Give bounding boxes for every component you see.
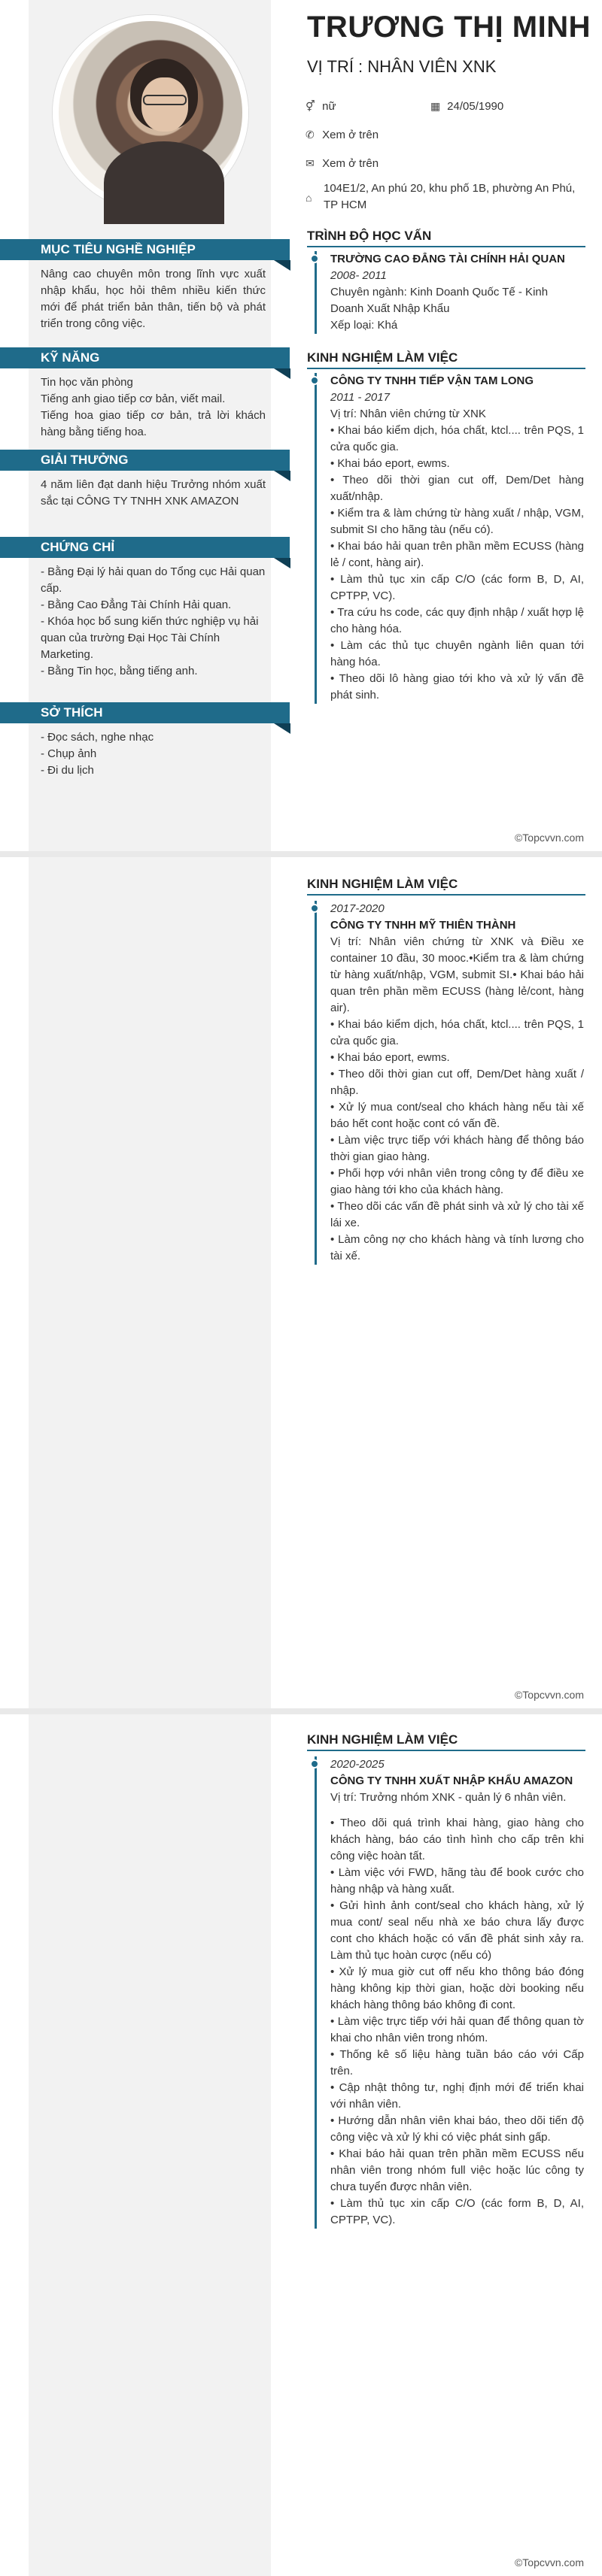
job-company: CÔNG TY TNHH MỸ THIÊN THÀNH	[330, 919, 516, 932]
avatar	[53, 15, 248, 211]
job-duty: • Khai báo hải quan trên phần mềm ECUSS nếu nhân viên trong nhóm full việc hoặc lúc công ty chưa tuyển được nhân viên.	[330, 2147, 584, 2193]
job-duty: • Làm công nợ cho khách hàng và tính lương cho tài xế.	[330, 1233, 584, 1262]
career-goal-section	[0, 239, 290, 332]
job-duty: • Kiểm tra & làm chứng từ hàng xuất / nhập, VGM, submit SI cho hãng tàu (nếu có).	[330, 507, 584, 536]
skill-item: Tiếng anh giao tiếp cơ bản, viết mail.	[41, 392, 226, 405]
job-company: CÔNG TY TNHH TIẾP VẬN TAM LONG	[330, 374, 534, 387]
phone-icon: ✆	[306, 129, 315, 141]
hobby-item: - Đi du lịch	[41, 764, 94, 777]
email-info	[306, 155, 379, 172]
certificates-list	[0, 558, 290, 680]
experience-divider	[307, 368, 585, 369]
hobby-item: - Đọc sách, nghe nhạc	[41, 731, 154, 744]
phone-info	[306, 126, 379, 144]
job-date: 2017-2020	[330, 902, 385, 915]
birthdate-value: 24/05/1990	[447, 100, 504, 113]
gender-icon: ⚥	[306, 100, 315, 112]
footer-credit: ©Topcvvn.com	[514, 1689, 584, 1701]
job-duty: • Khai báo hải quan trên phần mềm ECUSS (hàng lẻ / cont, hàng air).	[330, 540, 584, 569]
hobbies-heading: SỞ THÍCH	[0, 702, 290, 723]
timeline-dot	[310, 376, 319, 385]
email-value: Xem ở trên	[322, 157, 379, 170]
job-role: Vị trí: Nhân viên chứng từ XNK	[330, 408, 486, 420]
job-duty: • Theo dõi các vấn đề phát sinh và xử lý cho tài xế lái xe.	[330, 1200, 584, 1229]
job-duty: • Làm việc với FWD, hãng tàu để book cước cho hàng nhập và hàng xuất.	[330, 1866, 584, 1896]
job-duty: • Theo dõi lô hàng giao tới kho và xử lý vấn đề phát sinh.	[330, 672, 584, 702]
hobbies-list	[0, 723, 290, 779]
job-duty: • Gửi hình ảnh cont/seal cho khách hàng, xử lý mua cont/ seal nếu nhà xe báo chưa lấy được cont cho khách hoặc có vấn đề phát sinh xảy ra. Làm thủ tục hoàn cược (nếu có)	[330, 1899, 584, 1962]
avatar-shirt	[104, 141, 224, 224]
footer-credit: ©Topcvvn.com	[514, 832, 584, 844]
job-duty: • Theo dõi thời gian cut off, Dem/Det hàng xuất / nhập.	[330, 1068, 584, 1097]
certificate-item: - Bằng Đại lý hải quan do Tổng cục Hải quan cấp.	[41, 565, 266, 595]
timeline-dot	[310, 904, 319, 913]
career-goal-heading: MỤC TIÊU NGHỀ NGHIỆP	[0, 239, 290, 260]
skills-list	[0, 368, 290, 441]
hobby-item: - Chụp ảnh	[41, 747, 97, 760]
hobbies-section	[0, 702, 290, 779]
spacer	[330, 1806, 584, 1815]
job-duty: • Làm các thủ tục chuyên ngành liên quan tới hàng hóa.	[330, 639, 584, 668]
awards-heading: GIẢI THƯỞNG	[0, 450, 290, 471]
birthdate-info	[430, 98, 503, 115]
awards-section	[0, 450, 290, 510]
job-duty: • Làm việc trực tiếp với hải quan để thông quan tờ khai cho nhân viên trong nhóm.	[330, 2015, 584, 2044]
certificates-section	[0, 537, 290, 680]
job-duty: • Theo dõi thời gian cut off, Dem/Det hàng xuất/nhập.	[330, 474, 584, 503]
job-duty: • Xử lý mua cont/seal cho khách hàng nếu tài xế báo hết cont hoặc cont có vấn đề.	[330, 1101, 584, 1130]
candidate-position: VỊ TRÍ : NHÂN VIÊN XNK	[307, 57, 497, 76]
gender-info	[306, 98, 336, 115]
job-role: Vị trí: Nhân viên chứng từ XNK và Điều xe container 10 đầu, 30 mooc.•Kiểm tra & làm chứng từ hàng xuất/nhập, VGM, submit SI.• Khai báo hải quan trên phần mềm ECUSS (hàng lẻ/cont, hàng air).	[330, 935, 584, 1014]
job-date: 2020-2025	[330, 1758, 385, 1771]
cv-page-3	[0, 1714, 602, 2576]
candidate-name: TRƯƠNG THỊ MINH	[307, 11, 591, 44]
certificate-item: - Khóa học bổ sung kiến thức nghiệp vụ hải quan của trường Đại Học Tài Chính Marketing.	[41, 615, 259, 661]
job-duty: • Làm thủ tục xin cấp C/O (các form B, D, AI, CPTPP, VC).	[330, 2197, 584, 2226]
education-divider	[307, 246, 585, 247]
experience-divider	[307, 1750, 585, 1751]
education-heading: TRÌNH ĐỘ HỌC VẤN	[307, 229, 432, 243]
job-entry-1	[315, 373, 584, 704]
job-duty: • Khai báo kiểm dịch, hóa chất, ktcl.... trên PQS, 1 cửa quốc gia.	[330, 424, 584, 453]
job-entry-2	[315, 901, 584, 1265]
phone-value: Xem ở trên	[322, 129, 379, 141]
education-major: Chuyên ngành: Kinh Doanh Quốc Tế - Kinh Doanh Xuất Nhập Khẩu	[330, 286, 549, 315]
job-duty: • Làm thủ tục xin cấp C/O (các form B, D, AI, CPTPP, VC).	[330, 573, 584, 602]
career-goal-text: Nâng cao chuyên môn trong lĩnh vực xuất nhập khẩu, học hỏi thêm nhiều kiến thức mới để phát triển bản thân, tiến bộ và phát triển trong công việc.	[41, 268, 266, 330]
job-entry-3	[315, 1756, 584, 2229]
address-value: 104E1/2, An phú 20, khu phố 1B, phường An Phú, TP HCM	[324, 182, 576, 211]
education-rank: Xếp loại: Khá	[330, 319, 398, 332]
job-role: Vị trí: Trưởng nhóm XNK - quản lý 6 nhân viên.	[330, 1791, 567, 1804]
address-info	[306, 180, 584, 214]
calendar-icon: ▦	[430, 100, 441, 112]
timeline-dot	[310, 1759, 319, 1768]
cv-page-2	[0, 857, 602, 1708]
footer-credit: ©Topcvvn.com	[514, 2556, 584, 2568]
education-date: 2008- 2011	[330, 269, 387, 282]
job-duty: • Xử lý mua giờ cut off nếu kho thông báo đóng hàng không kịp thời gian, hoặc dời booking nếu khách hàng thông báo không đi cont.	[330, 1965, 584, 2011]
avatar-glasses	[143, 95, 187, 105]
skills-heading: KỸ NĂNG	[0, 347, 290, 368]
timeline-dot	[310, 254, 319, 263]
email-icon: ✉	[306, 157, 315, 169]
school-name: TRƯỜNG CAO ĐẲNG TÀI CHÍNH HẢI QUAN	[330, 253, 565, 265]
experience-heading: KINH NGHIỆM LÀM VIỆC	[307, 877, 458, 891]
certificates-heading: CHỨNG CHỈ	[0, 537, 290, 558]
job-duty: • Khai báo eport, ewms.	[330, 1051, 450, 1064]
job-duty: • Khai báo kiểm dịch, hóa chất, ktcl.... trên PQS, 1 cửa quốc gia.	[330, 1018, 584, 1047]
job-duty: • Khai báo eport, ewms.	[330, 457, 450, 470]
job-date: 2011 - 2017	[330, 391, 390, 404]
job-company: CÔNG TY TNHH XUẤT NHẬP KHẨU AMAZON	[330, 1774, 573, 1787]
experience-divider	[307, 894, 585, 896]
skill-item: Tin học văn phòng	[41, 376, 133, 389]
certificate-item: - Bằng Cao Đẳng Tài Chính Hải quan.	[41, 599, 232, 611]
experience-heading: KINH NGHIỆM LÀM VIỆC	[307, 1732, 458, 1747]
skill-item: Tiếng hoa giao tiếp cơ bản, trả lời khách hàng bằng tiếng hoa.	[41, 409, 266, 438]
certificate-item: - Bằng Tin học, bằng tiếng anh.	[41, 665, 198, 677]
cv-page-1	[0, 0, 602, 851]
job-duty: • Theo dõi quá trình khai hàng, giao hàng cho khách hàng, báo cáo tình hình cho cấp trên khi công việc hoàn tất.	[330, 1817, 584, 1862]
home-icon: ⌂	[306, 192, 312, 204]
job-duty: • Hướng dẫn nhân viên khai báo, theo dõi tiến độ công việc và xử lý khi có việc phát sinh gấp.	[330, 2114, 584, 2144]
job-duty: • Thống kê số liệu hàng tuần báo cáo với Cấp trên.	[330, 2048, 584, 2077]
job-duty: • Tra cứu hs code, các quy định nhập / xuất hợp lệ cho hàng hóa.	[330, 606, 584, 635]
skills-section	[0, 347, 290, 441]
experience-heading: KINH NGHIỆM LÀM VIỆC	[307, 350, 458, 365]
job-duty: • Cập nhật thông tư, nghị định mới để triển khai với nhân viên.	[330, 2081, 584, 2111]
gender-value: nữ	[322, 100, 336, 113]
job-duty: • Làm việc trực tiếp với khách hàng để thông báo thời gian giao hàng.	[330, 1134, 584, 1163]
sidebar-background	[29, 857, 271, 1708]
sidebar-background	[29, 1714, 271, 2576]
awards-text: 4 năm liên đạt danh hiệu Trưởng nhóm xuất sắc tại CÔNG TY TNHH XNK AMAZON	[41, 478, 266, 508]
education-entry	[315, 251, 584, 334]
job-duty: • Phối hợp với nhân viên trong công ty để điều xe giao hàng tới kho của khách hàng.	[330, 1167, 584, 1196]
